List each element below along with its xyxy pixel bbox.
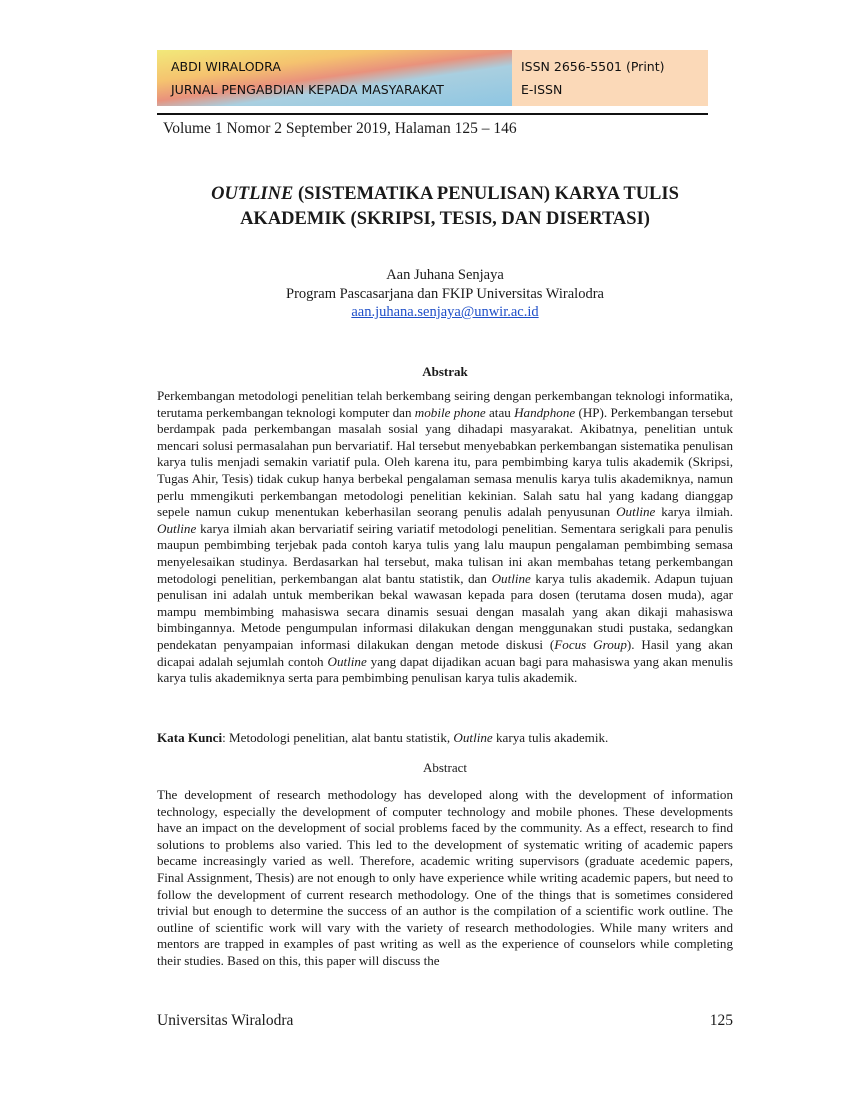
issn-band — [512, 50, 708, 106]
keywords-label: Kata Kunci — [157, 730, 223, 745]
abstrak-heading: Abstrak — [422, 364, 468, 379]
journal-name: ABDI WIRALODRA — [171, 59, 281, 74]
abstrak-body: Perkembangan metodologi penelitian telah berkembang seiring dengan perkembangan teknologi informatika, terutama perkembangan teknologi komputer dan mobile phone atau Handphone (HP). Perkembangan tersebut berdampak pada perkembangan masalah sosial yang dihadapi masyarakat. Akibatnya, penelitian untuk mencari solusi permasalahan pun bervariatif. Hal tersebut menyebabkan perkembangan sistematika penulisan karya tulis menjadi semakin variatif pula. Oleh karena itu, para pembimbing karya tulis akademik (Skripsi, Tugas Ahir, Tesis) tidak cukup hanya berbekal pengalaman semasa menulis karya tulis akademiknya, namun perlu mmengikuti perkembangan metodologi penelitian kekinian. Salah satu hal yang kadang dianggap sepele namun cukup menentukan keberhasilan seorang penulis adalah penyusunan Outline karya ilmiah. Outline karya ilmiah akan bervariatif seiring variatif metodologi penelitian. Sementara serigkali para penulis maupun pembimbing terjebak pada contoh karya tulis yang lalu maupun pengalaman pembimbing semasa menyelesaikan studinya. Berdasarkan hal tersebut, maka tulisan ini akan membahas tetang perkembangan metodologi penelitian, perkembangan alat bantu statistik, dan Outline karya tulis akademik. Adapun tujuan penulisan ini adalah untuk memberikan bekal wawasan kepada para dosen (terutama dosen muda), agar mampu membimbing mahasiswa secara dinamis sesuai dengan masalah yang akan dikaji mahasiswa bimbingannya. Metode pengumpulan informasi dilakukan dengan menggunakan studi pustaka, sedangkan pendekatan penyampaian informasi dilakukan dengan metode diskusi (Focus Group). Hasil yang akan dicapai adalah sejumlah contoh Outline yang dapat dijadikan acuan bagi para mahasiswa yang akan menulis karya tulis akademiknya serta para pembimbing penulisan karya tulis akademik. — [157, 388, 733, 686]
issn-print: ISSN 2656-5501 (Print) — [521, 59, 665, 74]
author-name: Aan Juhana Senjaya — [386, 267, 504, 283]
author-affiliation: Program Pascasarjana dan FKIP Universitas Wiralodra — [286, 285, 604, 302]
volume-info: Volume 1 Nomor 2 September 2019, Halaman 125 – 146 — [163, 120, 517, 137]
author-block — [157, 266, 733, 322]
title-line-2: AKADEMIK (SKRIPSI, TESIS, DAN DISERTASI) — [240, 209, 650, 229]
keywords: Kata Kunci: Metodologi penelitian, alat bantu statistik, Outline karya tulis akademik. — [157, 730, 609, 745]
abstract-body: The development of research methodology has developed along with the development of information technology, especially the development of computer technology and mobile phones. These developments have an impact on the development of social problems faced by the community. As a effect, research to find solutions to problems also varied. This led to the development of systematic writing of academic papers became increasingly varied as well. Therefore, academic writing supervisors (graduate acedemic papers, Final Assignment, Thesis) are not enough to only have experience while writing academic papers, but need to follow the development of current research methodology. One of the things that is sometimes considered trivial but enough to determine the success of an author is the compilation of a scientific work outline. The outline of scientific work will vary with the variety of research methodologies. While many writers and mentors are trapped in examples of past writing as well as the experience of counselors while completing their studies. Based on this, this paper will discuss the — [157, 787, 733, 968]
footer-institution: Universitas Wiralodra — [157, 1012, 294, 1029]
journal-subtitle: JURNAL PENGABDIAN KEPADA MASYARAKAT — [171, 82, 444, 97]
author-email-link[interactable]: aan.juhana.senjaya@unwir.ac.id — [351, 304, 539, 320]
header-divider — [157, 113, 708, 115]
page-number: 125 — [709, 1012, 733, 1029]
abstract-heading: Abstract — [422, 760, 468, 775]
journal-title-band — [157, 50, 512, 106]
title-italic-word: OUTLINE — [211, 184, 294, 204]
title-line-1: (SISTEMATIKA PENULISAN) KARYA TULIS — [293, 184, 679, 204]
issn-electronic: E-ISSN — [521, 82, 563, 97]
journal-header — [157, 50, 708, 106]
paper-title — [157, 182, 733, 232]
